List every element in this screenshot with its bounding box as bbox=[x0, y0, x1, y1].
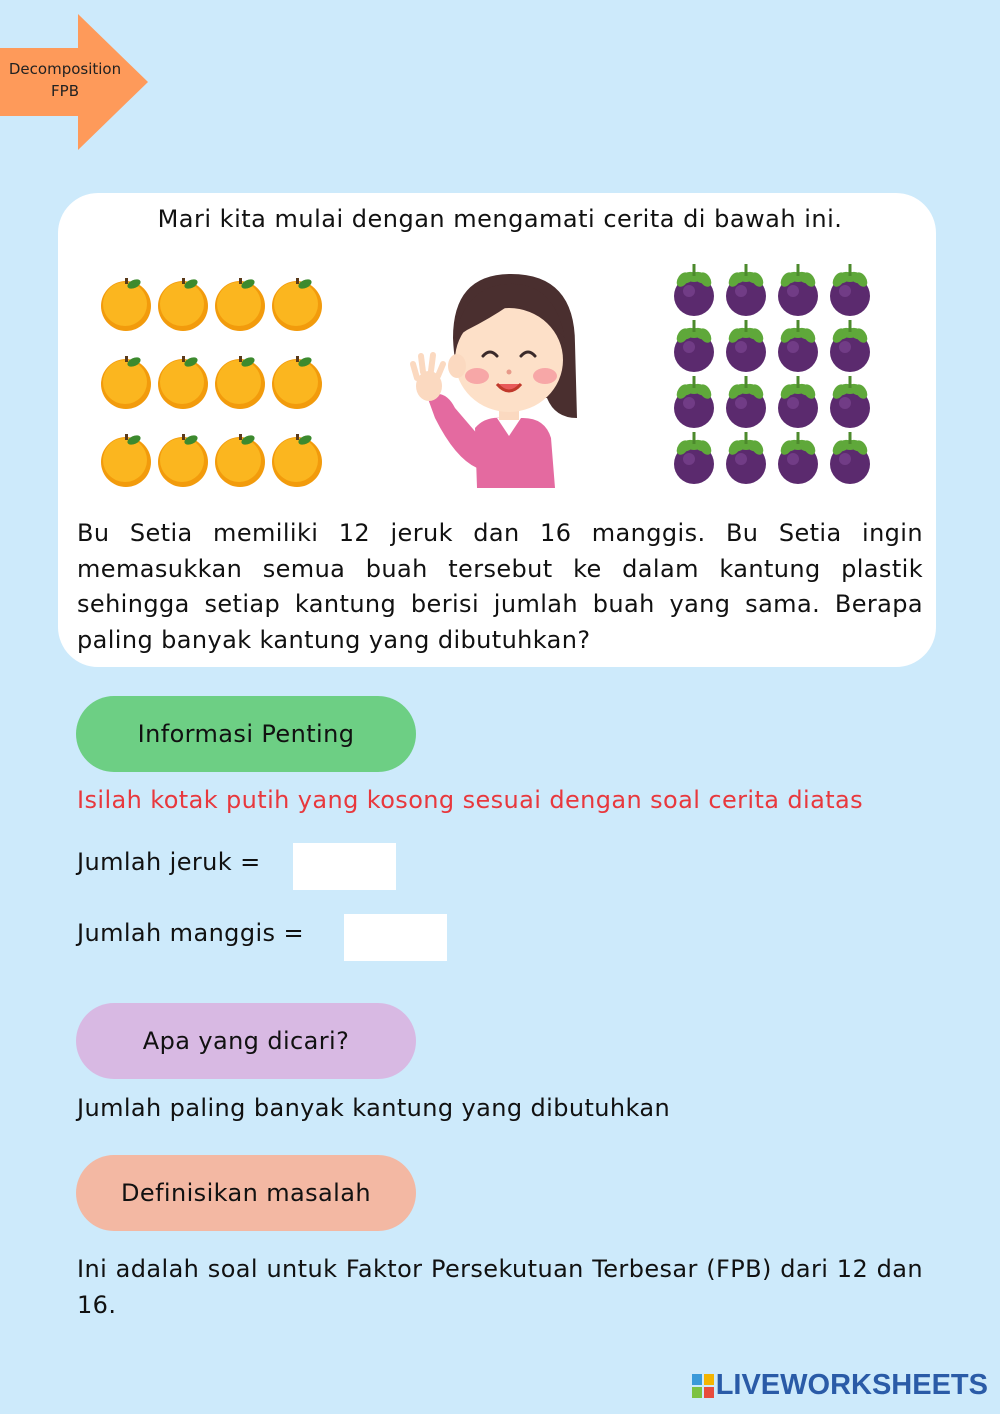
mangosteen-icon bbox=[726, 264, 766, 316]
mangosteen-icon bbox=[830, 432, 870, 484]
orange-icon bbox=[215, 433, 265, 487]
orange-icon bbox=[272, 355, 322, 409]
orange-icon bbox=[158, 355, 208, 409]
mangosteens-illustration bbox=[668, 262, 878, 488]
mangosteen-icon bbox=[674, 376, 714, 428]
orange-icon bbox=[101, 433, 151, 487]
mangosteen-icon bbox=[726, 432, 766, 484]
oranges-illustration bbox=[96, 268, 328, 488]
orange-icon bbox=[101, 277, 151, 331]
mangosteen-icon bbox=[674, 432, 714, 484]
badge-label bbox=[0, 58, 130, 102]
orange-icon bbox=[158, 433, 208, 487]
liveworksheets-logo-icon bbox=[692, 1374, 714, 1398]
jumlah-jeruk-input[interactable] bbox=[293, 843, 396, 890]
definisikan-masalah-heading: Definisikan masalah bbox=[76, 1155, 416, 1231]
jumlah-manggis-input[interactable] bbox=[344, 914, 447, 961]
badge-line-1: Decomposition bbox=[8, 60, 122, 78]
intro-text: Mari kita mulai dengan mengamati cerita di bawah ini. bbox=[157, 205, 843, 233]
instruction-text: Isilah kotak putih yang kosong sesuai dengan soal cerita diatas bbox=[77, 786, 864, 814]
orange-icon bbox=[215, 355, 265, 409]
definisikan-masalah-text: Ini adalah soal untuk Faktor Persekutuan Terbesar (FPB) dari 12 dan 16. bbox=[77, 1255, 923, 1319]
mangosteen-icon bbox=[674, 264, 714, 316]
mangosteen-icon bbox=[726, 320, 766, 372]
mangosteen-icon bbox=[778, 264, 818, 316]
orange-icon bbox=[272, 277, 322, 331]
jumlah-jeruk-label: Jumlah jeruk = bbox=[77, 848, 261, 876]
jumlah-manggis-label: Jumlah manggis = bbox=[77, 919, 304, 947]
mangosteen-icon bbox=[726, 376, 766, 428]
mangosteen-icon bbox=[830, 264, 870, 316]
mangosteen-icon bbox=[674, 320, 714, 372]
orange-icon bbox=[215, 277, 265, 331]
mangosteen-icon bbox=[830, 376, 870, 428]
apa-yang-dicari-heading: Apa yang dicari? bbox=[76, 1003, 416, 1079]
mangosteen-icon bbox=[778, 432, 818, 484]
mangosteen-icon bbox=[778, 376, 818, 428]
mangosteen-icon bbox=[830, 320, 870, 372]
story-text: Bu Setia memiliki 12 jeruk dan 16 manggis. Bu Setia ingin memasukkan semua buah tersebut ke dalam kantung plastik sehingga setiap kantung berisi jumlah buah yang sama. Berapa paling banyak kantung yang dibutuhkan? bbox=[77, 519, 923, 654]
orange-icon bbox=[272, 433, 322, 487]
apa-yang-dicari-text: Jumlah paling banyak kantung yang dibutuhkan bbox=[77, 1094, 671, 1122]
badge-line-2: FPB bbox=[51, 82, 79, 100]
waving-girl-icon bbox=[405, 268, 595, 488]
orange-icon bbox=[158, 277, 208, 331]
liveworksheets-logo bbox=[692, 1369, 988, 1402]
informasi-penting-heading: Informasi Penting bbox=[76, 696, 416, 772]
mangosteen-icon bbox=[778, 320, 818, 372]
brand-text: LIVEWORKSHEETS bbox=[715, 1369, 988, 1401]
orange-icon bbox=[101, 355, 151, 409]
